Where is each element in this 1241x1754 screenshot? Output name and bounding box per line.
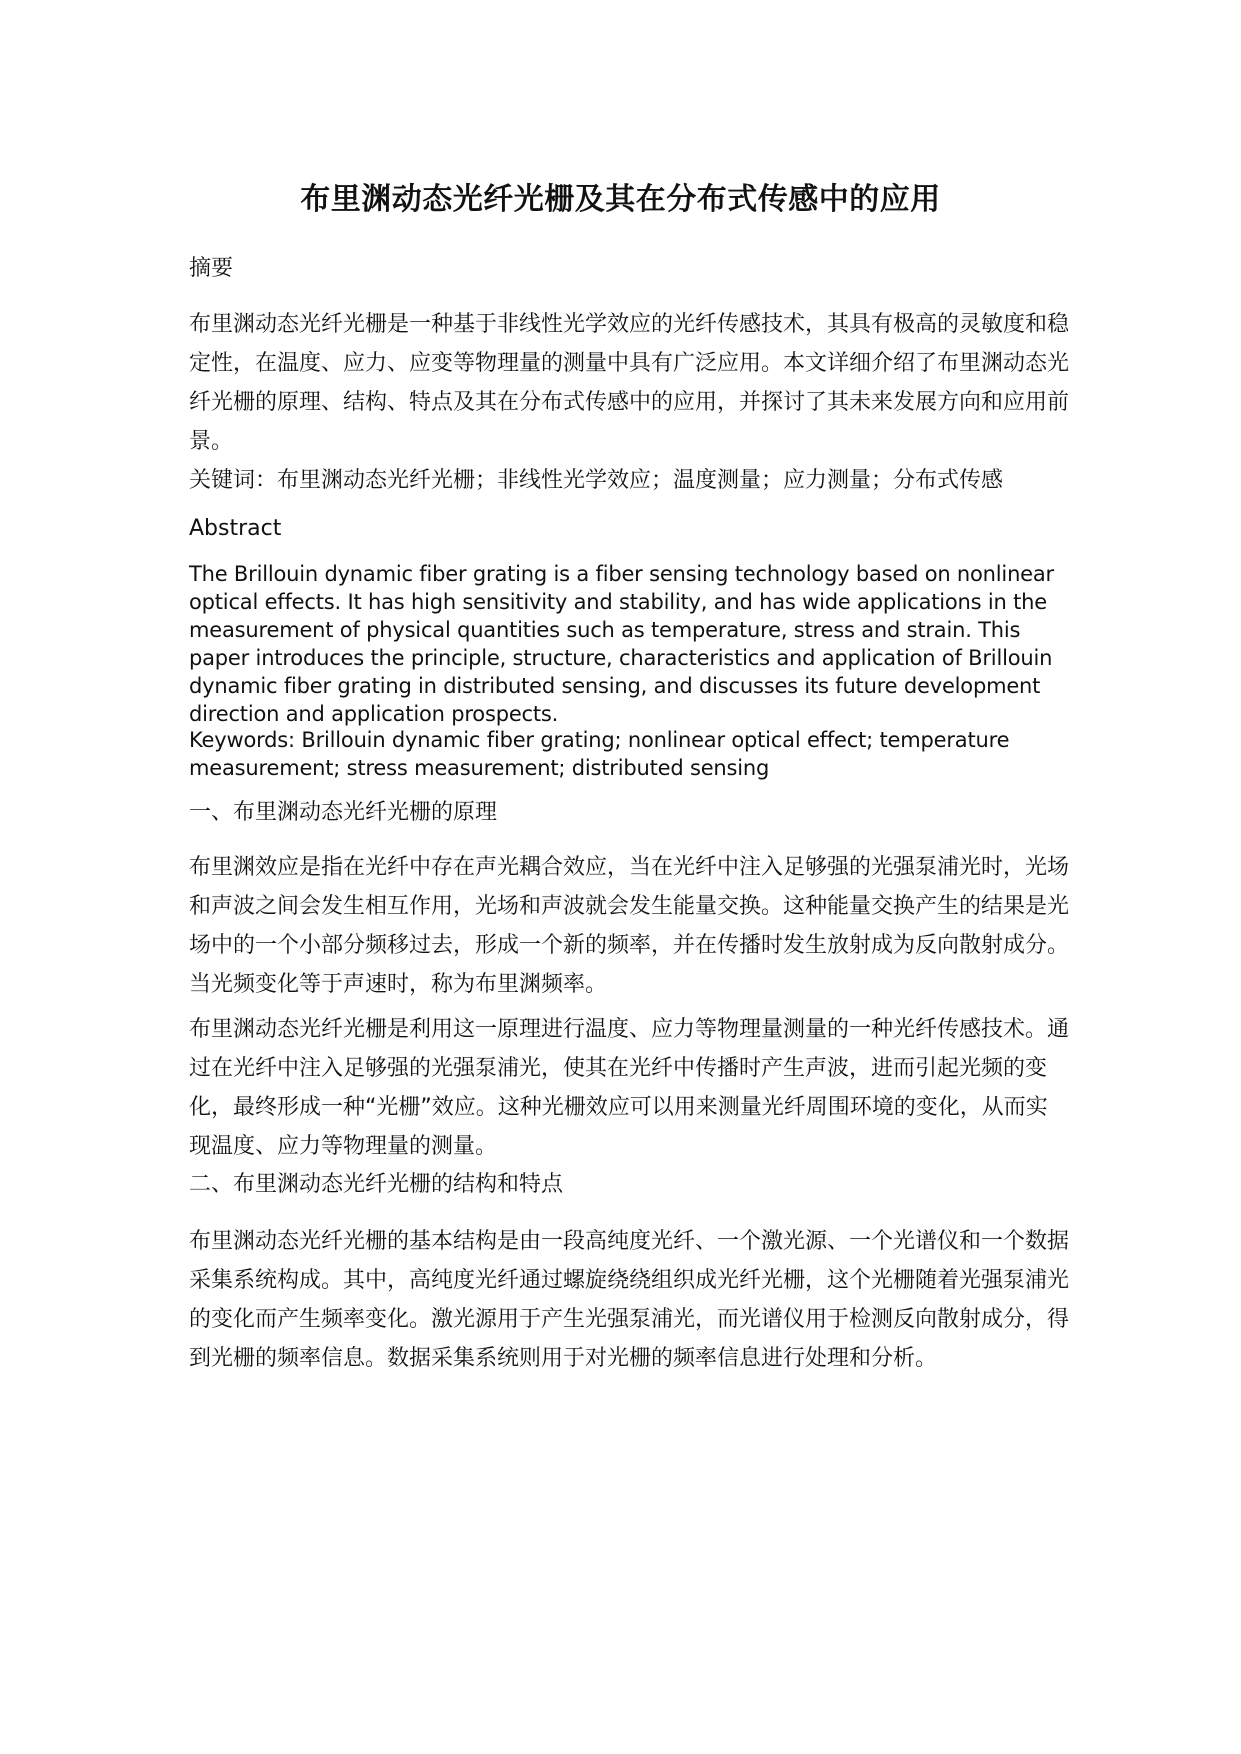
section-1-heading: 一、布里渊动态光纤光栅的原理 — [189, 800, 498, 825]
keywords-en: Keywords: Brillouin dynamic fiber grating; nonlinear optical effect; temperature measurement; stress measurement; distributed sensing — [189, 728, 1010, 780]
section-1-paragraph-1: 布里渊效应是指在光纤中存在声光耦合效应，当在光纤中注入足够强的光强泵浦光时，光场和声波之间会发生相互作用，光场和声波就会发生能量交换。这种能量交换产生的结果是光场中的一个小部分频移过去，形成一个新的频率，并在传播时发生放射成为反向散射成分。当光频变化等于声速时，称为布里渊频率。 — [189, 855, 1070, 997]
abstract-paragraph-en: The Brillouin dynamic fiber grating is a fiber sensing technology based on nonlinear optical effects. It has high sensitivity and stability, and has wide applications in the measurement of physical quantities such as temperature, stress and strain. This paper introduces the principle, structure, characteristics and application of Brillouin dynamic fiber grating in distributed sensing, and discusses its future development direction and application prospects. — [189, 562, 1054, 726]
section-2-heading: 二、布里渊动态光纤光栅的结构和特点 — [189, 1172, 564, 1197]
keywords-cn: 关键词：布里渊动态光纤光栅；非线性光学效应；温度测量；应力测量；分布式传感 — [189, 468, 1004, 493]
abstract-heading-en: Abstract — [189, 516, 282, 541]
section-2-paragraph-1: 布里渊动态光纤光栅的基本结构是由一段高纯度光纤、一个激光源、一个光谱仪和一个数据采集系统构成。其中，高纯度光纤通过螺旋绕绕组织成光纤光栅，这个光栅随着光强泵浦光的变化而产生频率变化。激光源用于产生光强泵浦光，而光谱仪用于检测反向散射成分，得到光栅的频率信息。数据采集系统则用于对光栅的频率信息进行处理和分析。 — [189, 1229, 1070, 1371]
abstract-heading-cn: 摘要 — [189, 256, 234, 281]
abstract-paragraph-cn: 布里渊动态光纤光栅是一种基于非线性光学效应的光纤传感技术，其具有极高的灵敏度和稳定性，在温度、应力、应变等物理量的测量中具有广泛应用。本文详细介绍了布里渊动态光纤光栅的原理、结构、特点及其在分布式传感中的应用，并探讨了其未来发展方向和应用前景。 — [189, 312, 1070, 454]
document-title: 布里渊动态光纤光栅及其在分布式传感中的应用 — [300, 182, 941, 217]
section-1-paragraph-2: 布里渊动态光纤光栅是利用这一原理进行温度、应力等物理量测量的一种光纤传感技术。通过在光纤中注入足够强的光强泵浦光，使其在光纤中传播时产生声波，进而引起光频的变化，最终形成一种“光栅”效应。这种光栅效应可以用来测量光纤周围环境的变化，从而实现温度、应力等物理量的测量。 — [189, 1017, 1070, 1159]
